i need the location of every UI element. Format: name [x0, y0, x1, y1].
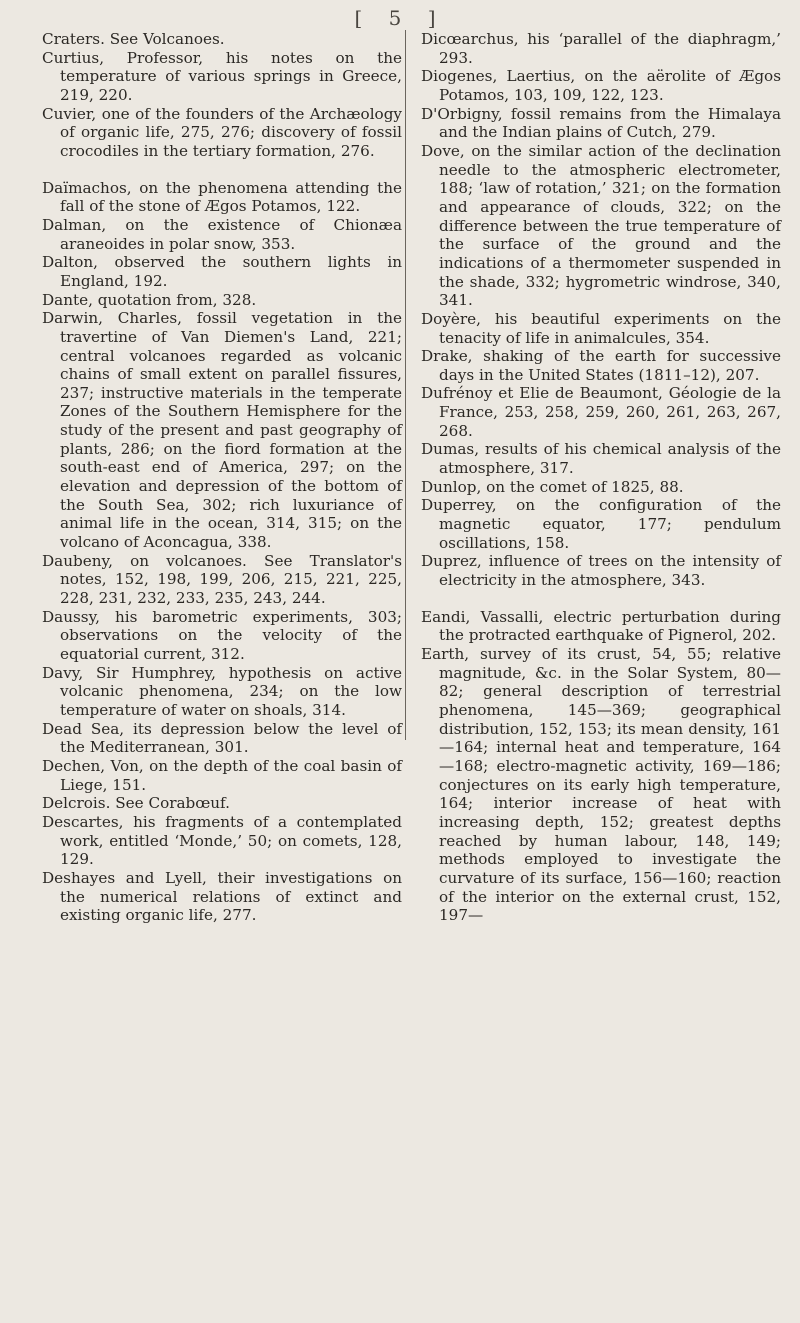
index-entry-heading: Dumas, — [421, 440, 480, 459]
index-entry-text: its depression below the level of the Mediterranean, 301. — [60, 719, 403, 757]
index-entry — [42, 720, 402, 757]
index-entry-text: survey of its crust, 54, 55; relative magnitude, &c. in the Solar System, 80—82; general description of terrestrial phenomena, 145—369; geographical distribution, 152, 153; its mean density, 161—164; internal heat and temperature, 164—168; electro-magnetic activity, 169—186; conjectures on its early high temperature, 164; interior increase of heat with increasing depth, 152; greatest depths reached by human labour, 148, 149; methods employed to investigate the curvature of its surface, 156—160; reaction of the interior on the external crust, 152, 197— — [439, 645, 782, 925]
index-entry — [42, 608, 402, 664]
index-entry — [42, 105, 402, 161]
index-entry — [42, 813, 402, 869]
index-entry-text: Charles, fossil vegetation in the travertine of Van Diemen's Land, 221; central volcanoes regarded as volcanic chains of small extent on parallel fissures, 237; instructive materials in the temperate Zones of the Southern Hemisphere for the study of the present and past geography of plants, 286; on the fiord formation at the south-east end of America, 297; on the elevation and depression of the bottom of the South Sea, 302; rich luxuriance of animal life in the ocean, 314, 315; on the volcano of Aconcagua, 338. — [60, 309, 402, 552]
index-entry-heading: Craters. — [42, 30, 105, 48]
index-entry-heading: Dalton, — [42, 253, 98, 272]
index-entry-text: quotation from, 328. — [97, 290, 257, 309]
index-entry-text: and Lyell, their investigations on the numerical relations of extinct and existing organic life, 277. — [60, 868, 402, 925]
index-entry-heading: Curtius, — [42, 48, 105, 67]
index-entry-heading: Dufrénoy — [421, 384, 493, 403]
index-entry-heading: Dechen, — [42, 756, 106, 775]
index-entry-heading: Daïmachos, — [42, 178, 132, 197]
index-column-right — [421, 30, 781, 925]
index-entry — [42, 30, 402, 49]
index-entry — [42, 869, 402, 925]
index-entry — [42, 664, 402, 720]
index-entry-heading: Diogenes, — [421, 67, 498, 86]
index-entry-heading: Delcrois. — [42, 794, 111, 813]
index-entry-heading: Duperrey, — [421, 496, 497, 515]
index-entry — [42, 253, 402, 290]
index-entry — [421, 440, 781, 477]
index-entry-heading: Daubeny, — [42, 551, 113, 570]
index-entry — [421, 608, 781, 645]
index-entry-text: on the existence of Chionæa araneoides in polar snow, 353. — [60, 215, 403, 253]
index-entry-heading: Descartes, — [42, 812, 124, 831]
index-entry — [42, 179, 402, 216]
index-entry-text: his fragments of a contemplated work, entitled ‘Monde,’ 50; on comets, 128, 129. — [60, 812, 402, 869]
index-entry-text: his beautiful experiments on the tenacity of life in animalcules, 354. — [439, 309, 781, 347]
index-entry — [42, 291, 402, 310]
index-entry-heading: Davy, — [42, 663, 84, 682]
index-entry-heading: Eandi, — [421, 607, 471, 626]
index-entry-text: Professor, his notes on the temperature of various springs in Greece, 219, 220. — [60, 48, 403, 104]
index-column-left — [42, 30, 402, 925]
index-entry-text: one of the founders of the Archæology of organic life, 275, 276; discovery of fossil crocodiles in the tertiary formation, 276. — [60, 104, 403, 160]
index-entry-text: et Elie de Beaumont, Géologie de la France, 253, 258, 259, 260, 261, 263, 267, 268. — [439, 384, 782, 440]
index-entry-text: observed the southern lights in England, 192. — [60, 253, 402, 290]
index-entry-heading: Doyère, — [421, 309, 481, 328]
index-entry-text: results of his chemical analysis of the atmosphere, 317. — [439, 440, 782, 478]
index-entry — [42, 216, 402, 253]
index-entry — [42, 309, 402, 552]
index-entry-heading: Dalman, — [42, 215, 107, 234]
index-entry — [421, 552, 781, 589]
index-entry-text: See Corabœuf. — [115, 794, 230, 813]
index-entry-text: on the similar action of the declination needle to the atmospheric electrometer, 188; ‘law of rotation,’ 321; on the formation and appearance of clouds, 322; on the difference between the true temperature of the surface of the ground and the indications of a thermometer suspended in the shade, 332; hygrometric windrose, 340, 341. — [439, 141, 781, 310]
index-entry-text: influence of trees on the intensity of electricity in the atmosphere, 343. — [439, 552, 781, 590]
index-entry-heading: Cuvier, — [42, 104, 97, 123]
index-entry — [421, 310, 781, 347]
index-entry — [42, 49, 402, 105]
index-entry-heading: Dead Sea, — [42, 719, 125, 738]
index-entry-text: on volcanoes. See Translator's notes, 152, 198, 199, 206, 215, 221, 225, 228, 231, 232, 233, 235, 243, 244. — [60, 551, 403, 608]
column-divider — [405, 30, 406, 740]
index-entry-text: Von, on the depth of the coal basin of Liege, 151. — [60, 756, 403, 794]
index-entry-text: See Volcanoes. — [109, 30, 225, 48]
page-number: [ 5 ] — [354, 6, 446, 30]
index-entry — [421, 142, 781, 310]
index-entry-heading: Deshayes — [42, 868, 116, 887]
index-entry-text: on the configuration of the magnetic equator, 177; pendulum oscillations, 158. — [439, 496, 781, 552]
index-entry — [421, 645, 781, 925]
index-entry-text: his ‘parallel of the diaphragm,’ 293. — [439, 30, 782, 67]
index-entry-heading: Dante, — [42, 290, 93, 309]
index-entry-heading: D'Orbigny, — [421, 104, 503, 123]
index-entry-text: his barometric experiments, 303; observations on the velocity of the equatorial current, 312. — [60, 607, 403, 663]
index-entry — [421, 105, 781, 142]
index-entry-heading: Duprez, — [421, 552, 482, 571]
index-entry-heading: Dunlop, — [421, 477, 482, 496]
index-entry — [421, 478, 781, 497]
index-entry-heading: Dicœarchus, — [421, 30, 519, 48]
index-entry — [421, 347, 781, 384]
index-entry-text: Vassalli, electric perturbation during the protracted earthquake of Pignerol, 202. — [439, 607, 782, 645]
index-entry — [421, 496, 781, 552]
index-entry-heading: Daussy, — [42, 607, 100, 626]
index-entry — [421, 30, 781, 67]
index-entry-text: Sir Humphrey, hypothesis on active volcanic phenomena, 234; on the low temperature of water on shoals, 314. — [60, 663, 402, 719]
index-entry-heading: Earth, — [421, 645, 470, 663]
index-entry — [42, 552, 402, 608]
index-entry — [42, 757, 402, 794]
index-entry-heading: Darwin, — [42, 309, 103, 328]
index-entry — [421, 384, 781, 440]
index-entry — [421, 67, 781, 104]
index-entry-heading: Dove, — [421, 141, 465, 160]
index-entry-text: on the comet of 1825, 88. — [486, 477, 684, 496]
index-entry-text: shaking of the earth for successive days in the United States (1811–12), 207. — [439, 347, 781, 384]
index-entry-text: fossil remains from the Himalaya and the Indian plains of Cutch, 279. — [439, 104, 782, 142]
index-entry — [42, 794, 402, 813]
index-entry-text: Laertius, on the aërolite of Ægos Potamos, 103, 109, 122, 123. — [439, 67, 781, 104]
index-entry-text: on the phenomena attending the fall of the stone of Ægos Potamos, 122. — [60, 178, 402, 216]
index-entry-heading: Drake, — [421, 347, 473, 366]
